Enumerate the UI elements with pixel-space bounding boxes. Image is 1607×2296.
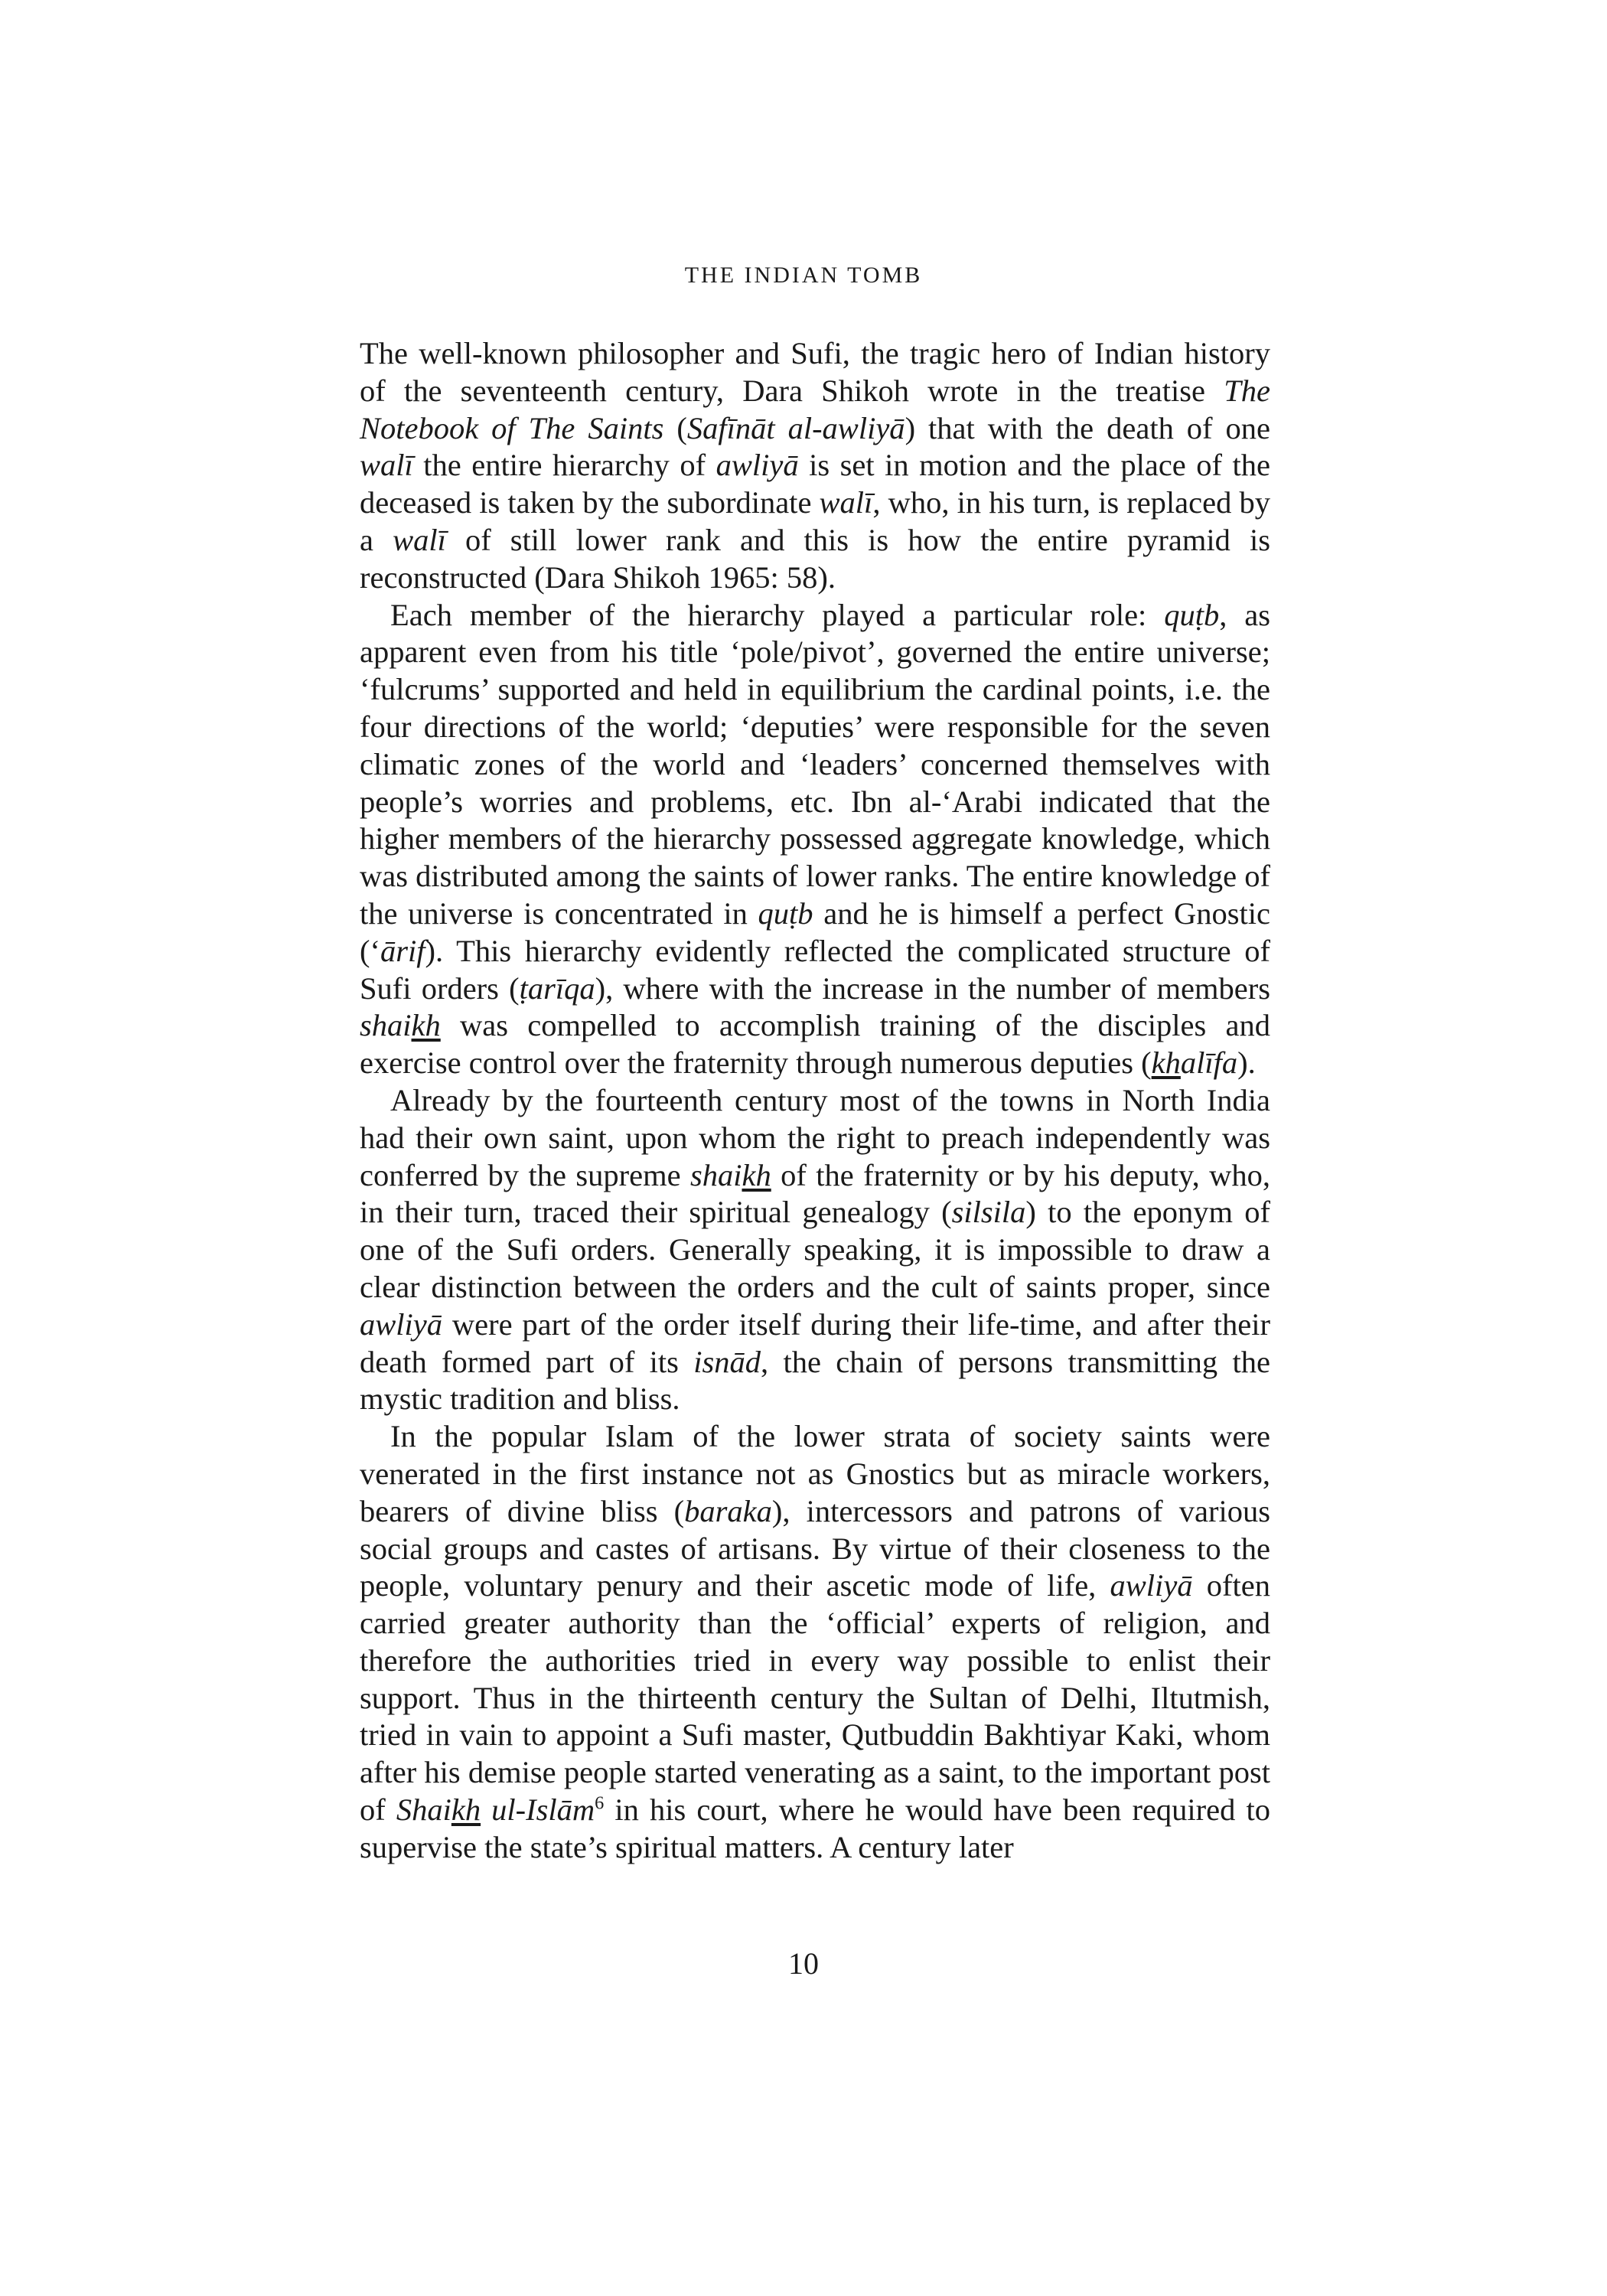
italic-term: alīfa bbox=[1180, 1045, 1238, 1081]
text-run: and he is himself a perfect Gnostic (‘ bbox=[360, 895, 1270, 968]
italic-term: baraka bbox=[684, 1493, 772, 1528]
text-run: the entire hierarchy of bbox=[412, 448, 716, 483]
italic-term: ṭarīqa bbox=[519, 970, 595, 1006]
italic-term: kh bbox=[411, 1008, 441, 1043]
paragraph bbox=[360, 335, 1270, 597]
page-number: 10 bbox=[788, 1946, 819, 1981]
italic-term: kh bbox=[742, 1157, 771, 1192]
italic-term: Shai bbox=[396, 1792, 451, 1828]
text-run: ) that with the death of one bbox=[905, 410, 1270, 445]
italic-term: quṭb bbox=[758, 895, 813, 931]
text-run: ). bbox=[1237, 1045, 1256, 1081]
text-run: ), intercessors and patrons of various social groups and castes of artisans. By virtue of their closeness to the people, voluntary penury and their ascetic mode of life, bbox=[360, 1493, 1270, 1603]
italic-term: kh bbox=[1151, 1045, 1181, 1081]
italic-term: walī bbox=[393, 522, 446, 557]
paragraph bbox=[360, 1418, 1270, 1867]
italic-term: walī bbox=[819, 485, 873, 520]
running-head: THE INDIAN TOMB bbox=[684, 263, 923, 288]
italic-term: Safīnāt al-awliyā bbox=[686, 410, 905, 445]
italic-term: silsila bbox=[951, 1195, 1026, 1230]
text-run: ). This hierarchy evidently reflected the complicated structure of Sufi orders ( bbox=[360, 933, 1270, 1006]
text-run: The well-known philosopher and Sufi, the tragic hero of Indian history of the seventeenth century, Dara Shikoh wrote in the treatise bbox=[360, 336, 1270, 408]
text-run: were part of the order itself during their life-time, and after their death formed part of its bbox=[360, 1306, 1270, 1379]
italic-term: walī bbox=[360, 448, 413, 483]
italic-term: quṭb bbox=[1164, 597, 1220, 632]
italic-term: isnād bbox=[693, 1344, 761, 1379]
italic-term: The Notebook of The Saints bbox=[360, 373, 1270, 445]
text-run: Already by the fourteenth century most of the towns in North India had their own saint, upon whom the right to preach independently was conferred by the supreme bbox=[360, 1082, 1270, 1192]
text-run: of the fraternity or by his deputy, who, in their turn, traced their spiritual genealogy ( bbox=[360, 1157, 1270, 1230]
italic-term: ārif bbox=[380, 933, 425, 968]
italic-term: awliyā bbox=[360, 1306, 442, 1342]
text-run: ) to the eponym of one of the Sufi orders. Generally speaking, it is impossible to draw a clear distinction between the orders and the cult of saints proper, since bbox=[360, 1195, 1270, 1304]
italic-term: awliyā bbox=[715, 448, 799, 483]
italic-term: kh bbox=[451, 1792, 481, 1828]
text-run: ( bbox=[663, 410, 687, 445]
text-run: ), where with the increase in the number of members bbox=[595, 970, 1270, 1006]
text-run: in his court, where he would have been required to supervise the state’s spiritual matters. A century later bbox=[360, 1792, 1270, 1864]
italic-term: shai bbox=[689, 1157, 742, 1192]
text-run: often carried greater authority than the ‘official’ experts of religion, and therefore the authorities tried in every way possible to enlist their support. Thus in the thirteenth century the Sultan of Delhi, Iltutmish, tried in vain to appoint a Sufi master, Qutbuddin Bakhtiyar Kaki, whom after his demise people started venerating as a saint, to the important post of bbox=[360, 1568, 1270, 1828]
text-run: Each member of the hierarchy played a particular role: bbox=[390, 597, 1165, 632]
footnote-ref: 6 bbox=[595, 1792, 605, 1814]
paragraph bbox=[360, 1082, 1270, 1418]
text-run: is set in motion and the place of the deceased is taken by the subordinate bbox=[360, 448, 1270, 520]
body-text bbox=[360, 335, 1270, 1867]
italic-term: ul-Islām bbox=[481, 1792, 595, 1828]
text-run: , who, in his turn, is replaced by a bbox=[360, 485, 1270, 557]
italic-term: shai bbox=[360, 1008, 412, 1043]
paragraph bbox=[360, 597, 1270, 1082]
text-run: In the popular Islam of the lower strata of society saints were venerated in the first instance not as Gnostics but as miracle workers, bearers of divine bliss ( bbox=[360, 1419, 1270, 1528]
text-run: , as apparent even from his title ‘pole/pivot’, governed the entire universe; ‘fulcrums’ supported and held in equilibrium the cardinal points, i.e. the four directions of the world; ‘deputies’ were responsible for the seven climatic zones of the world and ‘leaders’ concerned themselves with people’s worries and problems, etc. Ibn al-‘Arabi indicated that the higher members of the hierarchy possessed aggregate knowledge, which was distributed among the saints of lower ranks. The entire knowledge of the universe is concentrated in bbox=[360, 597, 1270, 931]
text-run: , the chain of persons transmitting the mystic tradition and bliss. bbox=[360, 1344, 1270, 1417]
italic-term: awliyā bbox=[1110, 1568, 1193, 1603]
text-run: of still lower rank and this is how the entire pyramid is reconstructed (Dara Shikoh 1965: 58). bbox=[360, 522, 1270, 595]
text-run: was compelled to accomplish training of the disciples and exercise control over the fraternity through numerous deputies ( bbox=[360, 1008, 1270, 1081]
